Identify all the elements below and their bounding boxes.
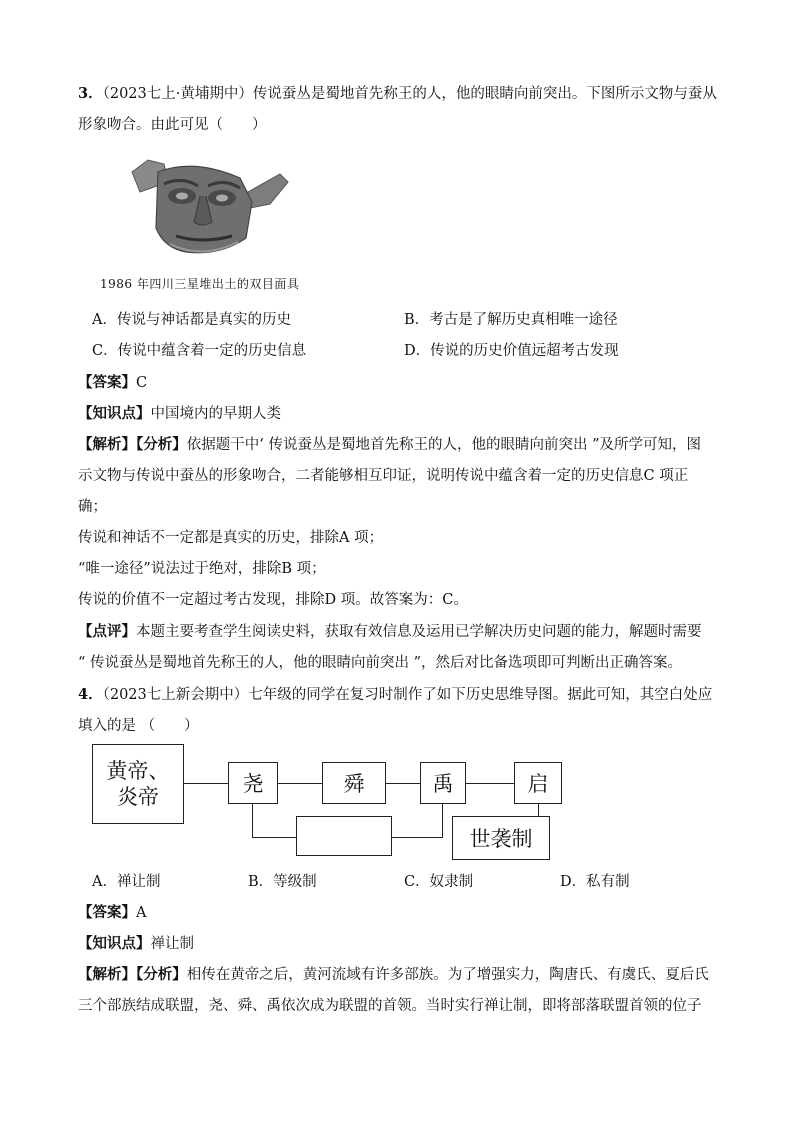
box-huangdi-yandi: 黄帝、 炎帝 bbox=[92, 744, 184, 824]
q3-analysis-line3: 确； bbox=[78, 499, 107, 515]
q3-comment-line2: “ 传说蚕丛是蜀地首先称王的人，他的眼睛向前突出 ”，然后对比备选项即可判断出正确答案。 bbox=[78, 655, 683, 671]
q4-stem-line2: 填入的是 （ ） bbox=[78, 718, 199, 734]
box-yu: 禹 bbox=[420, 762, 466, 804]
q3-analysis-line2: 示文物与传说中蚕丛的形象吻合，二者能够相互印证，说明传说中蕴含着一定的历史信息C 项正 bbox=[78, 468, 689, 484]
q3-knowledge-point: 【知识点】中国境内的早期人类 bbox=[78, 405, 281, 422]
q3-option-b[interactable]: B．考古是了解历史真相唯一途径 bbox=[404, 312, 618, 328]
q3-source: （2023七上·黄埔期中） bbox=[102, 86, 253, 102]
mask-figure bbox=[130, 152, 290, 264]
q4-analysis-line1: 【解析】【分析】相传在黄帝之后，黄河流域有许多部族。为了增强实力，陶唐氏、有虞氏、夏后氏 bbox=[78, 966, 709, 983]
q3-option-c[interactable]: C．传说中蕴含着一定的历史信息 bbox=[92, 343, 307, 359]
q4-analysis-line2: 三个部族结成联盟，尧、舜、禹依次成为联盟的首领。当时实行禅让制，即将部落联盟首领的位子 bbox=[78, 998, 702, 1014]
q4-knowledge-point: 【知识点】禅让制 bbox=[78, 935, 194, 952]
q4-option-b[interactable]: B．等级制 bbox=[248, 874, 317, 890]
mind-map-diagram bbox=[92, 744, 592, 864]
q3-answer: 【答案】C bbox=[78, 374, 148, 391]
box-qi: 启 bbox=[514, 762, 562, 804]
q4-option-a[interactable]: A．禅让制 bbox=[92, 874, 161, 890]
q4-option-c[interactable]: C．奴隶制 bbox=[404, 874, 474, 890]
q3-comment-line1: 【点评】本题主要考查学生阅读史料，获取有效信息及运用已学解决历史问题的能力，解题时需要 bbox=[78, 623, 702, 640]
box-yao: 尧 bbox=[228, 762, 278, 804]
q3-analysis-line1: 【解析】【分析】依据题干中‘ 传说蚕丛是蜀地首先称王的人，他的眼睛向前突出 ”及所学可知，图 bbox=[78, 436, 701, 453]
q4-source: （2023七上新会期中） bbox=[102, 687, 249, 703]
box-blank bbox=[296, 816, 392, 856]
figure-caption: 1986 年四川三星堆出土的双目面具 bbox=[100, 277, 300, 291]
q3-number: 3 bbox=[78, 85, 89, 102]
q4-option-d[interactable]: D．私有制 bbox=[560, 874, 630, 890]
q3-stem-line1: 3．（2023七上·黄埔期中）传说蚕丛是蜀地首先称王的人，他的眼睛向前突出。下图所示文物与蚕从 bbox=[78, 85, 717, 102]
q3-stem-line2: 形象吻合。由此可见（ ） bbox=[78, 117, 267, 133]
q3-analysis-line5: “唯一途径”说法过于绝对，排除B 项； bbox=[78, 561, 326, 577]
q3-option-d[interactable]: D．传说的历史价值远超考古发现 bbox=[404, 343, 619, 359]
box-shixizhi: 世袭制 bbox=[452, 816, 550, 860]
q4-stem-line1: 4．（2023七上新会期中）七年级的同学在复习时制作了如下历史思维导图。据此可知，其空白处应 bbox=[78, 686, 713, 703]
q3-analysis-line6: 传说的价值不一定超过考古发现，排除D 项。故答案为：C。 bbox=[78, 592, 468, 608]
q4-answer: 【答案】A bbox=[78, 904, 147, 921]
box-shun: 舜 bbox=[322, 762, 386, 804]
q3-analysis-line4: 传说和神话不一定都是真实的历史，排除A 项； bbox=[78, 530, 384, 546]
q4-number: 4 bbox=[78, 686, 89, 703]
q3-stem-text1: 传说蚕丛是蜀地首先称王的人，他的眼睛向前突出。下图所示文物与蚕从 bbox=[252, 86, 717, 102]
q3-option-a[interactable]: A．传说与神话都是真实的历史 bbox=[92, 312, 291, 328]
